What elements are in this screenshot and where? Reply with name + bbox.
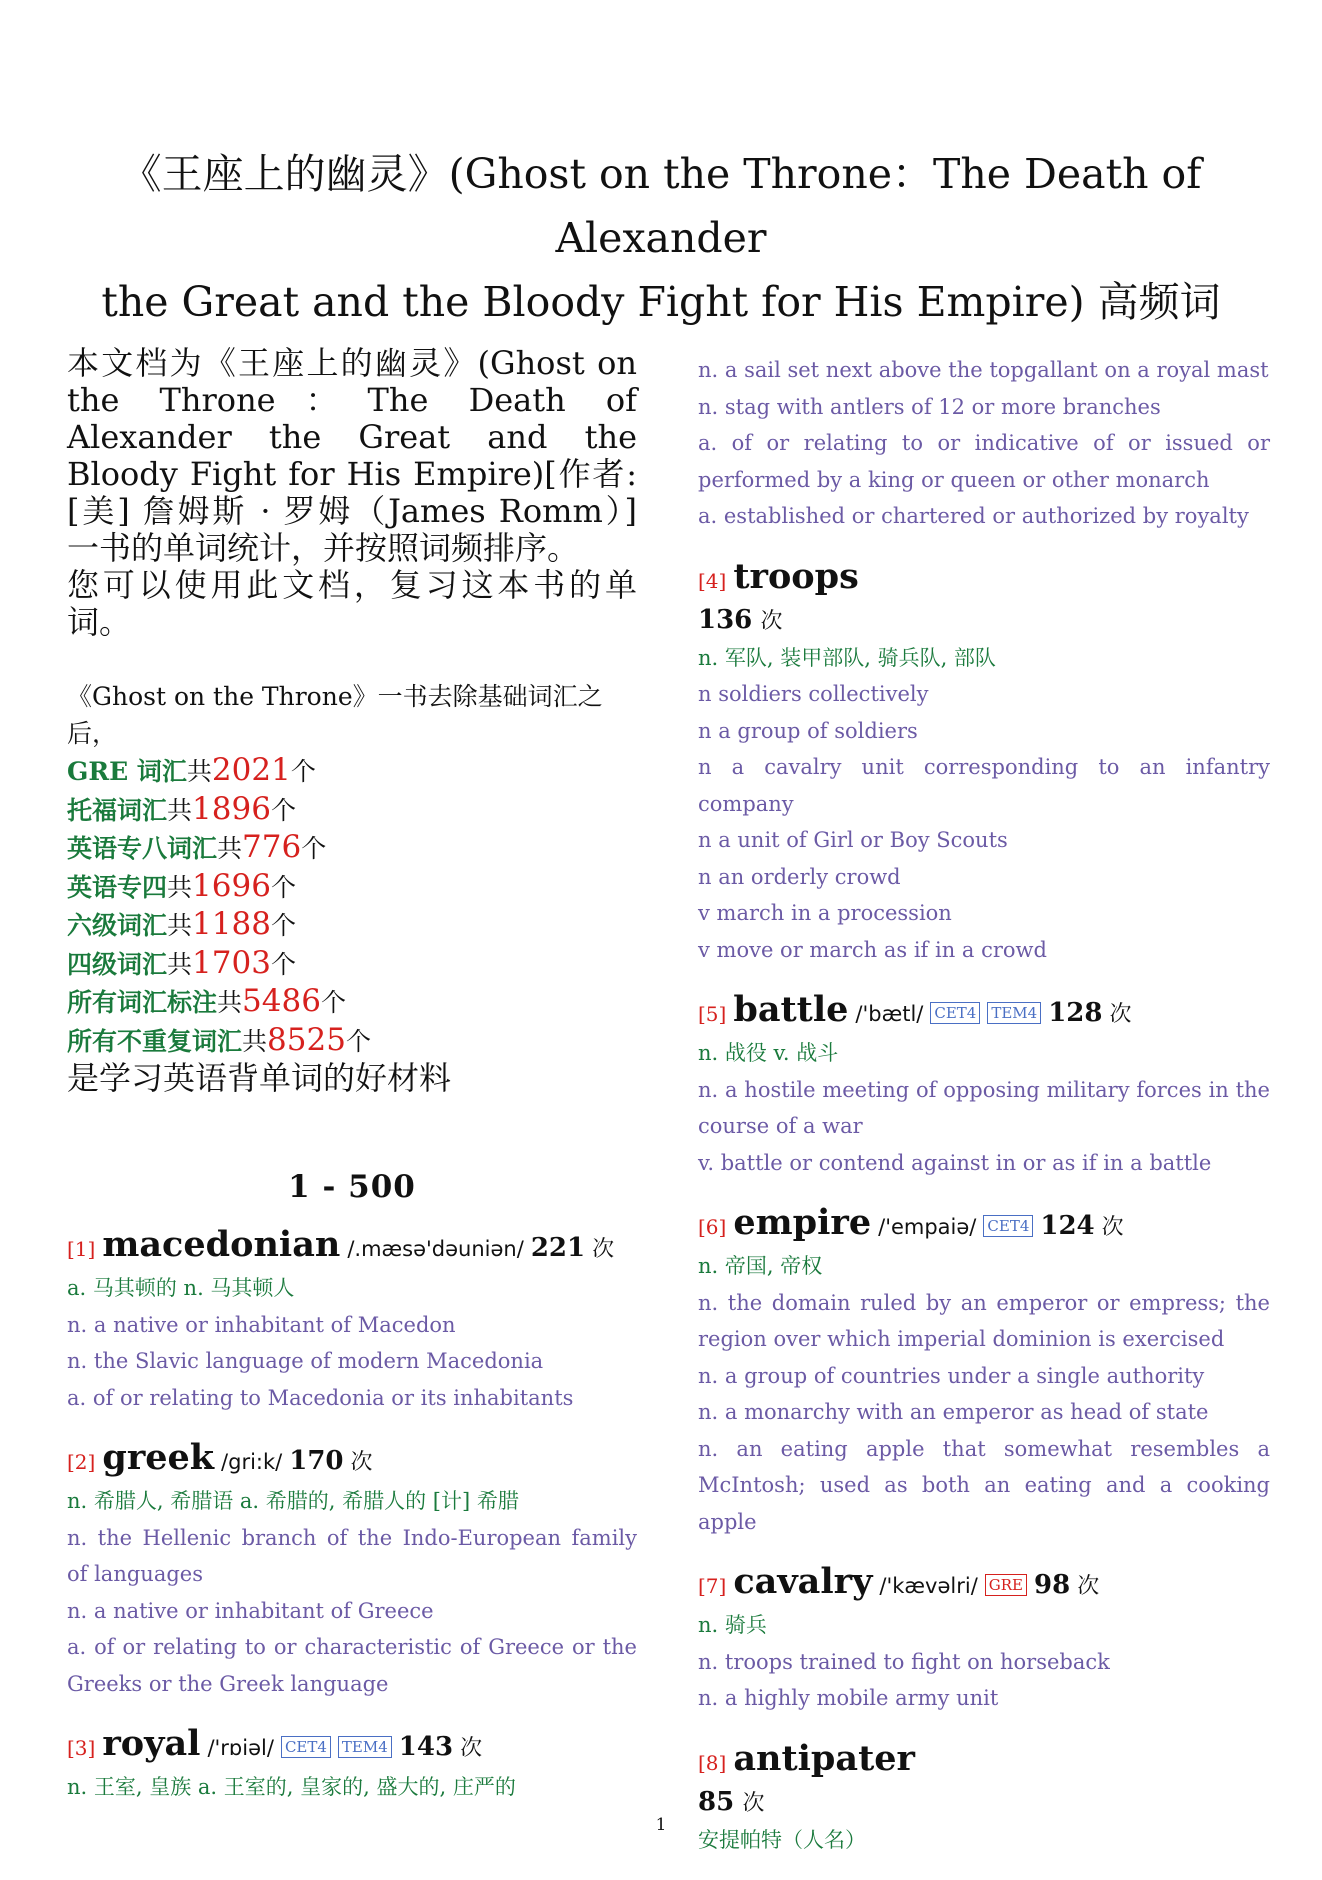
definition: n. a sail set next above the topgallant on a royal mast [698, 358, 1269, 382]
stat-label: 英语专八词汇 [67, 834, 218, 863]
entry-index: [2] [67, 1450, 96, 1474]
pronunciation: /gri:k/ [221, 1450, 283, 1474]
stat-line [67, 906, 637, 945]
frequency: 221 [530, 1233, 586, 1263]
stat-unit: 个 [270, 911, 296, 940]
definition: n a unit of Girl or Boy Scouts [698, 828, 1008, 852]
word-entry [698, 990, 1270, 1181]
entry-head [67, 1225, 637, 1270]
stat-unit: 个 [290, 757, 316, 786]
definition: a. of or relating to Macedonia or its inhabitants [67, 1385, 574, 1410]
word-entry [67, 1225, 637, 1416]
stat-mid: 共 [167, 949, 193, 979]
stat-label: 所有不重复词汇 [67, 1026, 243, 1056]
level-tag: CET4 [281, 1736, 331, 1758]
stat-line [67, 1022, 637, 1061]
definition: n. a highly mobile army unit [698, 1686, 999, 1710]
frequency-unit: 次 [592, 1237, 615, 1262]
left-column [67, 345, 637, 1828]
definition: a. 马其顿的 n. 马其顿人 [67, 1276, 295, 1300]
stat-count: 1188 [192, 906, 271, 942]
intro-paragraph: 您可以使用此文档，复习这本书的单词。 [67, 566, 637, 641]
definition: n. 军队, 装甲部队, 骑兵队, 部队 [698, 645, 996, 670]
definition: v move or march as if in a crowd [698, 937, 1047, 962]
definition: n. an eating apple that somewhat resembles a McIntosh; used as both an eating and a cooking apple [698, 1436, 1270, 1534]
entry-head [698, 990, 1270, 1035]
definition: n. a hostile meeting of opposing military forces in the course of a war [698, 1077, 1270, 1138]
level-tag: TEM4 [338, 1736, 392, 1758]
word-entry [67, 1724, 637, 1806]
headword: battle [733, 989, 849, 1030]
definition: n. the domain ruled by an emperor or empress; the region over which imperial dominion is exercised [698, 1290, 1270, 1351]
stat-label: 英语专四 [67, 872, 168, 902]
headword: greek [102, 1437, 215, 1478]
right-column [698, 352, 1270, 1880]
definition: v march in a procession [698, 901, 952, 925]
stat-unit: 个 [301, 834, 327, 863]
entry-head [698, 1739, 1270, 1784]
definition: a. of or relating to or characteristic of Greece or the Greeks or the Greek language [67, 1635, 637, 1696]
definition: n. a group of countries under a single authority [698, 1363, 1205, 1388]
headword: empire [733, 1202, 872, 1243]
definition: n. 帝国, 帝权 [698, 1254, 823, 1278]
stat-mid: 共 [217, 834, 243, 863]
frequency-unit: 次 [350, 1450, 373, 1475]
definition: n. 战役 v. 战斗 [698, 1041, 839, 1065]
definition: n. the Hellenic branch of the Indo-European family of languages [67, 1525, 637, 1586]
stat-unit: 个 [270, 872, 296, 902]
definition: n. a native or inhabitant of Greece [67, 1598, 434, 1623]
stat-mid: 共 [167, 795, 193, 825]
stat-unit: 个 [270, 795, 296, 825]
headword: troops [733, 555, 859, 597]
stat-label: 托福词汇 [67, 795, 168, 825]
stat-count: 1896 [192, 790, 271, 827]
frequency: 128 [1048, 998, 1103, 1028]
level-tag: CET4 [930, 1002, 980, 1024]
headword: antipater [733, 1737, 915, 1779]
title-line-1: 《王座上的幽灵》(Ghost on the Throne：The Death of Alexander [120, 150, 1202, 262]
frequency-unit: 次 [1101, 1215, 1124, 1240]
entry-index: [7] [698, 1574, 727, 1598]
frequency: 170 [289, 1446, 344, 1476]
stat-line [67, 983, 637, 1022]
title-line-2: the Great and the Bloody Fight for His Empire) 高频词 [101, 278, 1221, 326]
frequency: 143 [398, 1732, 454, 1762]
entry-index: [1] [67, 1237, 96, 1261]
definition: n an orderly crowd [698, 864, 901, 889]
frequency-unit: 次 [1109, 1002, 1132, 1027]
frequency: 124 [1040, 1211, 1095, 1241]
entry-head [67, 1438, 637, 1483]
stat-line [67, 829, 637, 868]
entry-list [67, 1225, 637, 1806]
entry-index: [5] [698, 1002, 727, 1026]
frequency: 98 [1034, 1570, 1071, 1600]
entry-list [698, 557, 1270, 1859]
definition: n a group of soldiers [698, 718, 918, 743]
frequency: 85 [698, 1786, 735, 1817]
frequency-unit: 次 [460, 1736, 483, 1761]
definition: n. troops trained to fight on horseback [698, 1649, 1110, 1674]
stat-mid: 共 [217, 988, 243, 1017]
stat-count: 1696 [192, 867, 271, 904]
stats-lead: 《Ghost on the Throne》一书去除基础词汇之后， [67, 682, 603, 748]
stat-unit: 个 [320, 988, 346, 1017]
intro-paragraph: 本文档为《王座上的幽灵》(Ghost on the Throne：The Death of Alexander the Great and the Bloody Fight for His Empire)[作者: [美] 詹姆斯 · 罗姆（James Romm）] 一书的单词统计，并按照词频排序。 [67, 344, 637, 567]
headword: macedonian [102, 1224, 341, 1265]
stat-line [67, 945, 637, 984]
definition: n a cavalry unit corresponding to an infantry company [698, 755, 1270, 816]
stat-label: 所有词汇标注 [67, 988, 218, 1017]
definition: n. 王室, 皇族 a. 王室的, 皇家的, 盛大的, 庄严的 [67, 1775, 516, 1799]
intro [67, 345, 637, 641]
word-entry [698, 1203, 1270, 1540]
pronunciation: /'bætl/ [855, 1002, 924, 1026]
stats-closing: 是学习英语背单词的好材料 [67, 1059, 452, 1097]
definition: n. stag with antlers of 12 or more branches [698, 394, 1161, 419]
stat-mid: 共 [186, 757, 212, 786]
definition: a. established or chartered or authorized by royalty [698, 504, 1249, 528]
definition: n. 希腊人, 希腊语 a. 希腊的, 希腊人的 [计] 希腊 [67, 1489, 519, 1513]
entry-index: [6] [698, 1215, 727, 1239]
pronunciation: /'rɒiəl/ [207, 1736, 274, 1760]
stat-count: 8525 [267, 1021, 346, 1058]
stat-label: GRE 词汇 [67, 757, 187, 786]
entry-head [698, 1203, 1270, 1248]
level-tag: CET4 [983, 1215, 1033, 1237]
stat-label: 四级词汇 [67, 949, 168, 979]
stat-label: 六级词汇 [67, 911, 168, 940]
stat-count: 2021 [211, 752, 291, 788]
entry-head [698, 557, 1270, 602]
stat-mid: 共 [167, 911, 193, 940]
frequency-unit: 次 [742, 1790, 765, 1816]
entry-index: [8] [698, 1750, 727, 1775]
frequency-line [698, 602, 1270, 640]
word-entry [698, 1562, 1270, 1717]
word-entry [698, 1739, 1270, 1859]
definition: n soldiers collectively [698, 682, 929, 706]
frequency-unit: 次 [760, 608, 783, 634]
stat-line [67, 868, 637, 907]
definition: n. a native or inhabitant of Macedon [67, 1312, 456, 1337]
stat-unit: 个 [345, 1026, 371, 1056]
word-entry [698, 557, 1270, 969]
level-tag: TEM4 [987, 1002, 1041, 1024]
page-number: 1 [655, 1815, 667, 1835]
stat-count: 5486 [242, 983, 321, 1019]
range-heading: 1 - 500 [288, 1169, 416, 1205]
definition: a. of or relating to or indicative of or issued or performed by a king or queen or other monarch [698, 431, 1270, 492]
definition: n. 骑兵 [698, 1613, 767, 1637]
definition: v. battle or contend against in or as if in a battle [698, 1150, 1212, 1175]
entry-index: [4] [698, 568, 727, 593]
entry-head [698, 1562, 1270, 1607]
stat-mid: 共 [242, 1026, 268, 1056]
stat-mid: 共 [167, 872, 193, 902]
definition: 安提帕特（人名） [698, 1827, 866, 1852]
definition: n. a monarchy with an emperor as head of state [698, 1400, 1209, 1424]
document-title [60, 142, 1262, 334]
entry-index: [3] [67, 1736, 96, 1760]
pronunciation: /'kævəlri/ [879, 1574, 978, 1598]
frequency-unit: 次 [1077, 1574, 1100, 1599]
headword: royal [102, 1723, 201, 1764]
stat-count: 776 [242, 829, 302, 865]
level-tag: GRE [985, 1574, 1027, 1596]
word-entry [67, 1438, 637, 1702]
stat-line [67, 791, 637, 830]
pronunciation: /.mæsə'dəuniən/ [347, 1237, 524, 1261]
stat-unit: 个 [270, 949, 296, 979]
stats-block [67, 679, 637, 1097]
entry-head [67, 1724, 637, 1769]
continued-definitions [698, 352, 1270, 535]
frequency: 136 [698, 604, 753, 635]
definition: n. the Slavic language of modern Macedonia [67, 1349, 544, 1373]
pronunciation: /'empaiə/ [878, 1215, 977, 1239]
stat-line [67, 752, 637, 791]
headword: cavalry [733, 1561, 873, 1602]
stat-count: 1703 [192, 944, 271, 981]
